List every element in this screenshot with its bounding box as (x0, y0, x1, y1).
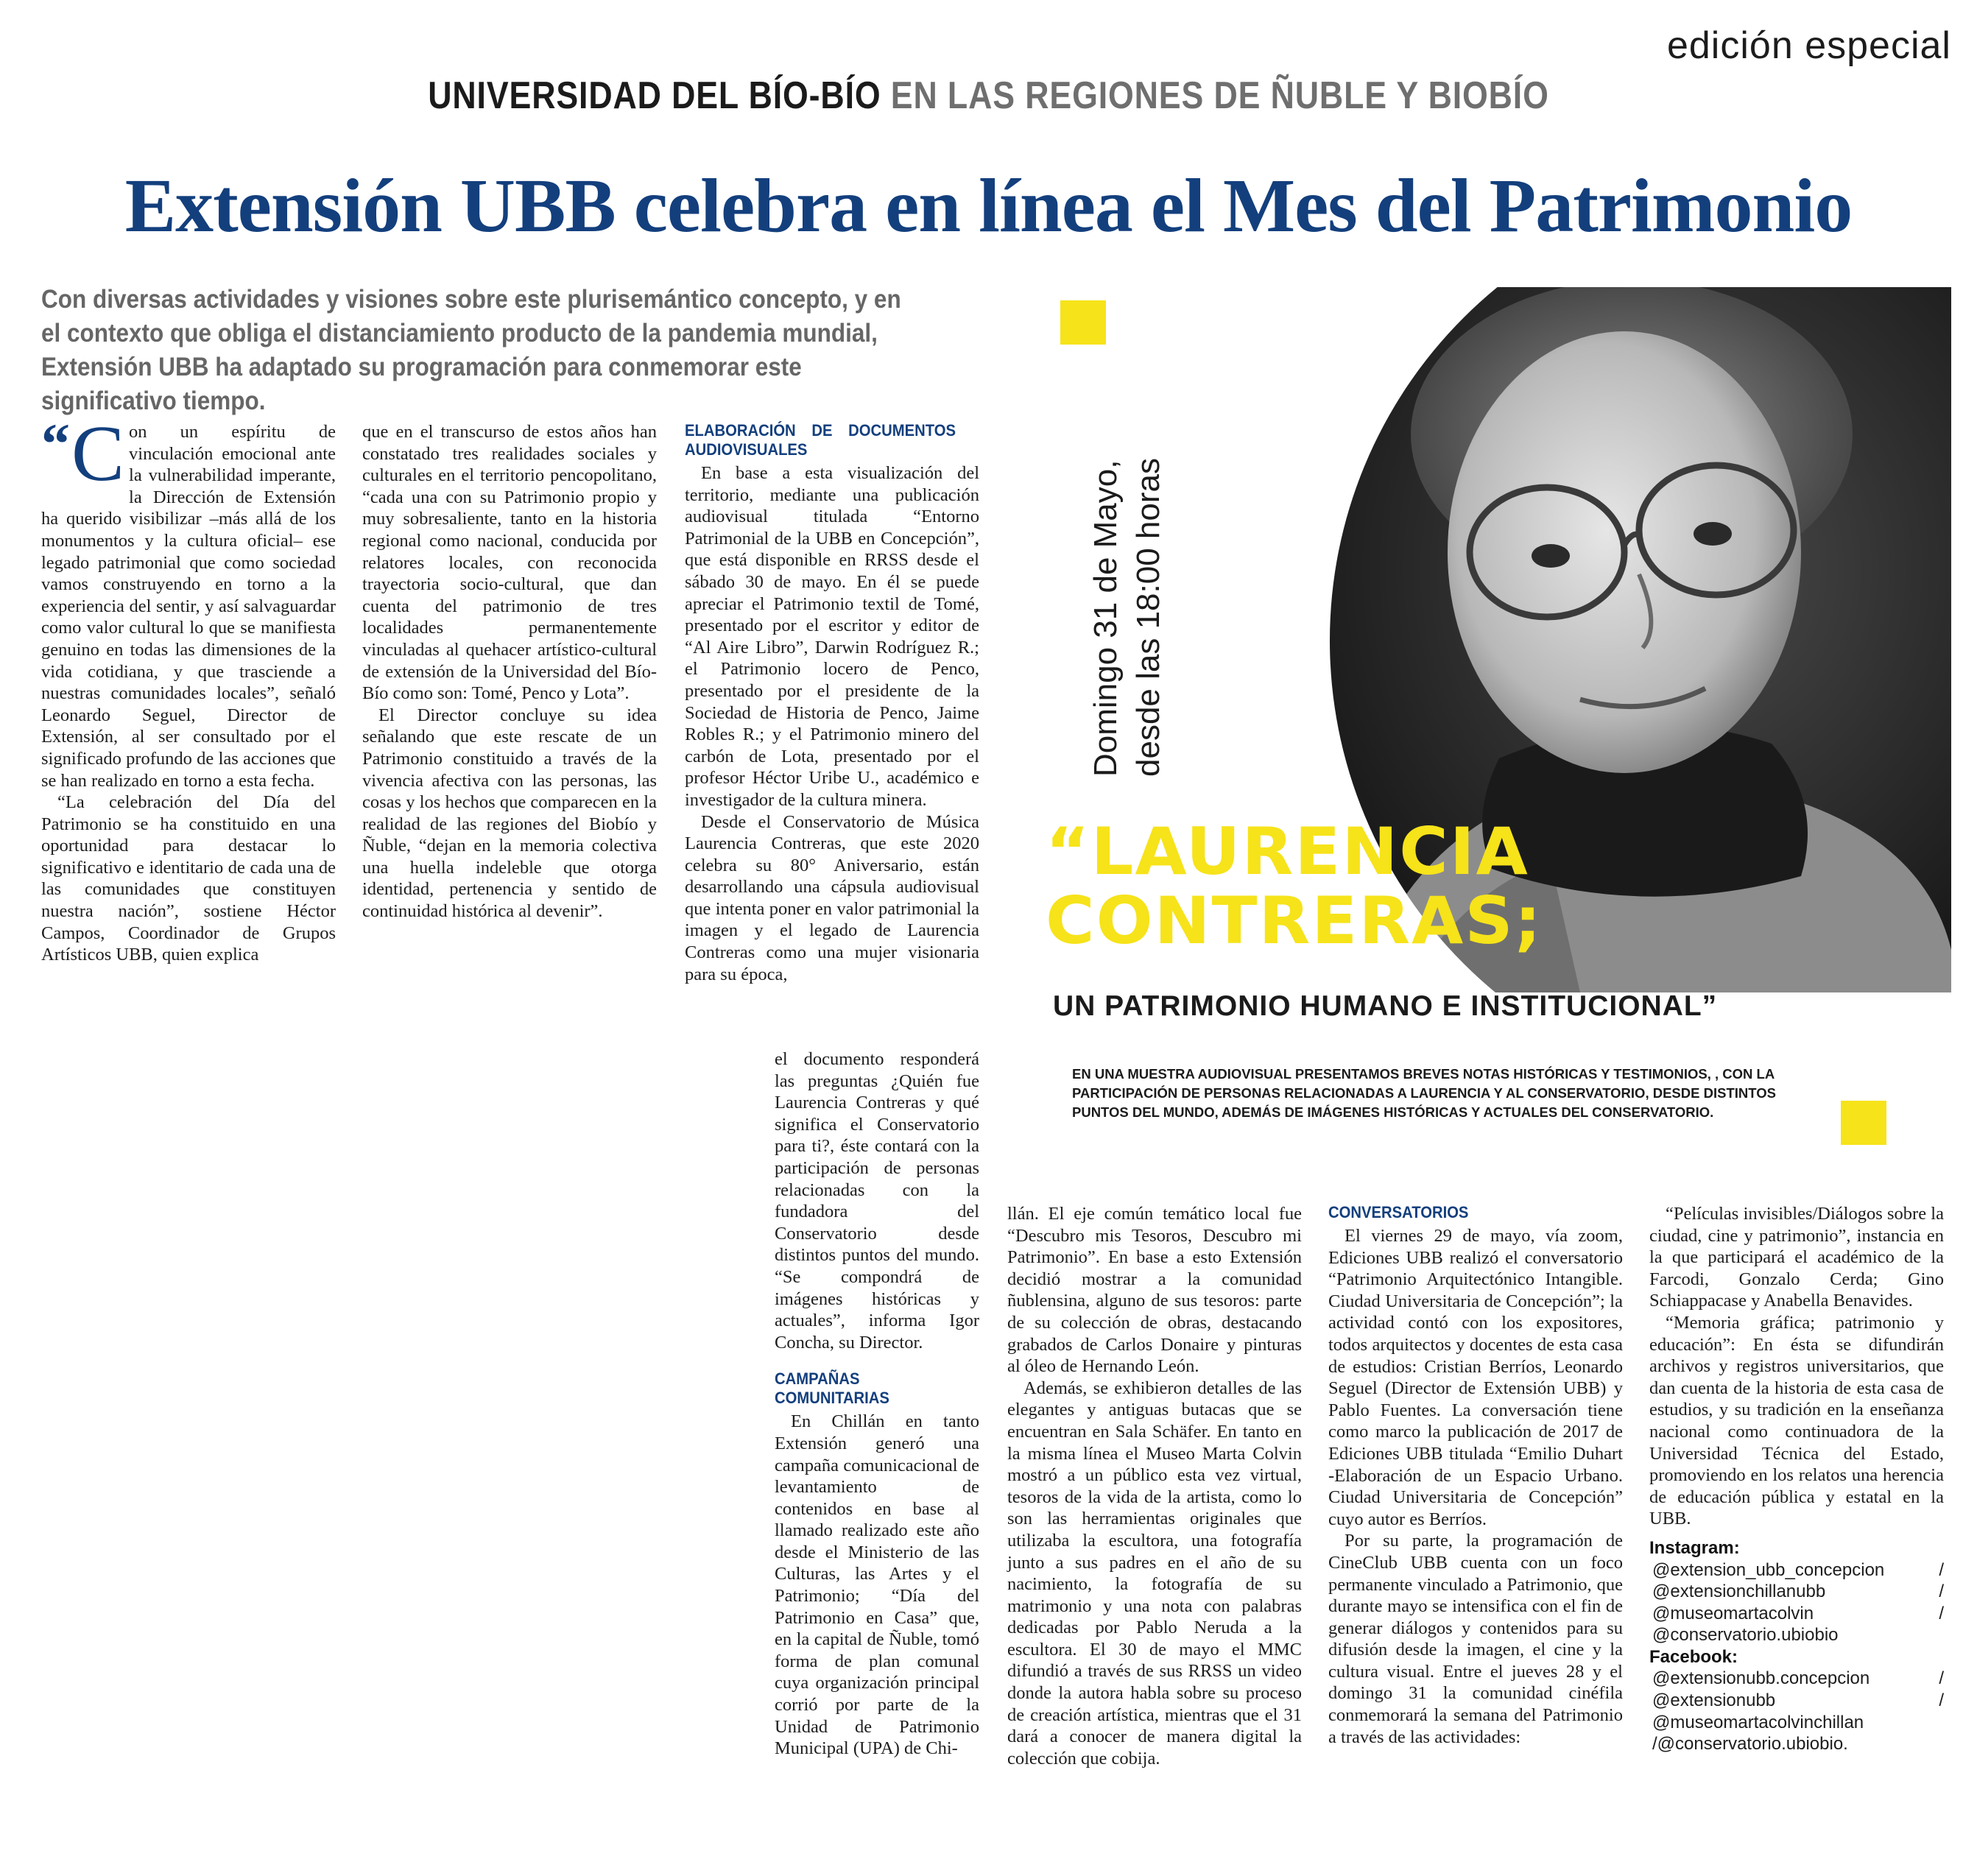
yellow-square-accent-bottom (1841, 1101, 1886, 1145)
col2-paragraph-1: que en el transcurso de estos años han constatado tres realidades sociales y culturales en el territorio pencopolitano, “cada una con su Patrimonio propio y muy sobresaliente, tanto en la historia regional como nacional, conducida por relatores locales, con reconocida trayectoria socio-cultural, que dan cuenta del patrimonio de tres localidades permanentemente vinculadas al quehacer artístico-cultural de extensión de la Universidad del Bío-Bío como son: Tomé, Penco y Lota”. (362, 422, 657, 704)
col6-paragraph-2: Por su parte, la programación de CineClub UBB cuenta con un foco permanente vinculado a Patrimonio, que durante mayo se intensifica con el fin de generar diálogos y contenidos para su difusión desde la imagen, el cine y la cultura visual. Entre el jueves 28 y el domingo 31 la comunidad cinéfila conmemorará la semana del Patrimonio a través de las actividades: (1328, 1531, 1623, 1747)
lead-paragraph: Con diversas actividades y visiones sobre este plurisemántico concepto, y en el contexto que obliga el distanciamiento producto de la pandemia mundial, Extensión UBB ha adaptado su programación para conmemorar este significativo tiempo. (41, 285, 901, 415)
col7-paragraph-2: “Memoria gráfica; patrimonio y educación”: En ésta se difundirán archivos y registros universitarios, que dan cuenta de la historia de esta casa de estudios, y su tradición en la enseñanza nacional como continuadora de la Universidad Técnica del Estado, promoviendo en los relatos una herencia de educación pública y estatal en la UBB. (1649, 1312, 1944, 1529)
article-column-7 (1649, 1203, 1944, 1755)
instagram-label: Instagram: (1649, 1537, 1740, 1558)
headline: Extensión UBB celebra en línea el Mes del Patrimonio (124, 163, 1853, 248)
promo-name (1046, 814, 1543, 959)
subheading-audiovisual: ELABORACIÓN DE DOCUMENTOS AUDIOVISUALES (685, 421, 956, 459)
promo-laurencia-contreras (1046, 287, 1951, 1141)
article-column-5 (1007, 1203, 1302, 1769)
article-column-3 (685, 421, 979, 985)
col4-paragraph-2: En Chillán en tanto Extensión generó una campaña comunicacional de levantamiento de contenidos en base al llamado realizado este año desde el Ministerio de las Culturas, las Artes y el Patrimonio; “Día del Patrimonio en Casa” que, en la capital de Ñuble, tomó forma de plan comunal cuya organización principal corrió por parte de la Unidad de Patrimonio Municipal (UPA) de Chi- (775, 1411, 979, 1759)
facebook-label: Facebook: (1649, 1646, 1738, 1667)
article-column-2 (362, 421, 657, 923)
col3-paragraph-1: En base a esta visualización del territorio, mediante una publicación audiovisual titulada “Entorno Patrimonial de la UBB en Concepción”, que está disponible en RRSS desde el sábado 30 de mayo. En él se puede apreciar el Patrimonio textil de Tomé, presentado por el escritor y editor de “Al Aire Libro”, Darwin Rodríguez R.; el Patrimonio locero de Penco, presentado por el presidente de la Sociedad de Historia de Penco, Jaime Robles R.; y el Patrimonio minero del carbón de Lota, presentado por el profesor Héctor Uribe U., académico e investigador de la cultura minera. (685, 463, 979, 810)
promo-subtitle: UN PATRIMONIO HUMANO E INSTITUCIONAL” (1053, 990, 1718, 1022)
drop-quote-mark: “ (41, 412, 70, 476)
edition-label: edición especial (1666, 24, 1951, 67)
event-date-line-2: desde las 18:00 horas (1130, 458, 1166, 777)
promo-name-line-2: CONTRERAS; (1046, 883, 1543, 959)
col5-paragraph-2: Además, se exhibieron detalles de las elegantes y antiguas butacas que se encuentran en Sala Schäfer. En tanto en la misma línea el Museo Marta Colvin mostró a un público esta vez virtual, tesoros de la vida de la artista, como lo son las herramientas originales que utilizaba la escultora, una fotografía junto a sus padres en el año de su nacimiento, la fotografía de su matrimonio y una nota con palabras dedicadas por Pablo Neruda a la escultora. El 30 de mayo el MMC difundió a través de sus RRSS un video donde la autora habla sobre su proceso de creación artística, mientras que el 31 dará a conocer de manera digital la colección que cobija. (1007, 1378, 1302, 1769)
instagram-handles: @extension_ubb_concepcion / @extensionchillanubb / @museomartacolvin / @conservatorio.ubiobio (1652, 1559, 1944, 1646)
article-column-1 (41, 410, 336, 966)
col1-paragraph-2: “La celebración del Día del Patrimonio se ha constituido en una oportunidad para destacar lo significativo e identitario de cada una de las comunidades que constituyen nuestra nación”, sostiene Héctor Campos, Coordinador de Grupos Artísticos UBB, quien explica (41, 792, 336, 965)
subheading-campanas: CAMPAÑAS COMUNITARIAS (775, 1369, 889, 1408)
col3-paragraph-2: Desde el Conservatorio de Música Laurencia Contreras, que este 2020 celebra su 80° Aniversario, están desarrollando una cápsula audiovisual que intenta poner en valor patrimonial la imagen y el legado de Laurencia Contreras como una mujer visionaria para su época, (685, 811, 979, 984)
kicker-university: UNIVERSIDAD DEL BÍO-BÍO (428, 74, 881, 117)
col7-paragraph-1: “Películas invisibles/Diálogos sobre la ciudad, cine y patrimonio”, instancia en la que participará el académico de la Farcodi, Gonzalo Cerda; Gino Schiappacase y Anabella Benavides. (1649, 1204, 1944, 1311)
promo-name-line-1: “LAURENCIA (1046, 814, 1529, 889)
event-date-line-1: Domingo 31 de Mayo, (1088, 459, 1124, 777)
col5-paragraph-1: llán. El eje común temático local fue “Descubro mis Tesoros, Descubro mi Patrimonio”. En base a esto Extensión decidió mostrar a la comunidad ñublensina, alguno de sus tesoros: parte de su colección de obras, destacando grabados de Carlos Donaire y pinturas al óleo de Hernando León. (1007, 1204, 1302, 1377)
col2-paragraph-2: El Director concluye su idea señalando que este rescate de un Patrimonio constituido a través de la vivencia afectiva con las personas, las cosas y los hechos que comparecen en la realidad de las regiones del Biobío y Ñuble, “dejan en la memoria colectiva una huella indeleble que otorga identidad, pertenencia y sentido de continuidad histórica al devenir”. (362, 705, 657, 922)
facebook-handles: @extensionubb.concepcion / @extensionubb / @museomartacolvinchillan /@conservatorio.ubiobio. (1652, 1668, 1944, 1755)
kicker-regions: EN LAS REGIONES DE ÑUBLE Y BIOBÍO (890, 74, 1549, 117)
event-date (1072, 364, 1183, 777)
kicker (138, 74, 1839, 118)
article-column-6 (1328, 1203, 1623, 1748)
promo-blurb: EN UNA MUESTRA AUDIOVISUAL PRESENTAMOS BREVES NOTAS HISTÓRICAS Y TESTIMONIOS, , CON LA PARTICIPACIÓN DE PERSONAS RELACIONADAS A LAURENCIA Y AL CONSERVATORIO, DESDE DISTINTOS PUNTOS DEL MUNDO, ADEMÁS DE IMÁGENES HISTÓRICAS Y ACTUALES DEL CONSERVATORIO. (1072, 1066, 1776, 1120)
article-column-4 (775, 1048, 979, 1760)
col1-paragraph-1: “ C on un espíritu de vinculación emocional ante la vulnerabilidad imperante, la Dirección de Extensión ha querido visibilizar –más allá de los monumentos y la cultura oficial– ese legado patrimonial que como sociedad vamos construyendo en torno a la experiencia del sentir, y así salvaguardar como valor cultural lo que se manifiesta genuino en todas las dimensiones de la vida cotidiana, y que trasciende a nuestras comunidades locales”, señaló Leonardo Seguel, Director de Extensión, al ser consultado por el significado profundo de las acciones que se han realizado en torno a esta fecha. (41, 410, 336, 791)
col4-paragraph-1: el documento responderá las preguntas ¿Quién fue Laurencia Contreras y qué significa el Conservatorio para ti?, éste contará con la participación de personas relacionadas con la fundadora del Conservatorio desde distintos puntos del mundo. “Se compondrá de imágenes históricas y actuales”, informa Igor Concha, su Director. (775, 1049, 979, 1353)
yellow-square-accent-top (1060, 300, 1106, 345)
subheading-conversatorios: CONVERSATORIOS (1328, 1203, 1469, 1221)
col6-paragraph-1: El viernes 29 de mayo, vía zoom, Ediciones UBB realizó el conversatorio “Patrimonio Arquitectónico Intangible. Ciudad Universitaria de Concepción”; la actividad contó con los expositores, todos arquitectos y docentes de esta casa de estudios: Cristian Berríos, Leonardo Seguel (Director de Extensión UBB) y Pablo Fuentes. La conversación tiene como marco la publicación de 2017 de Ediciones UBB titulada “Emilio Duhart -Elaboración de un Espacio Urbano. Ciudad Universitaria de Concepción” cuyo autor es Berríos. (1328, 1226, 1623, 1529)
drop-cap: C (71, 410, 125, 498)
